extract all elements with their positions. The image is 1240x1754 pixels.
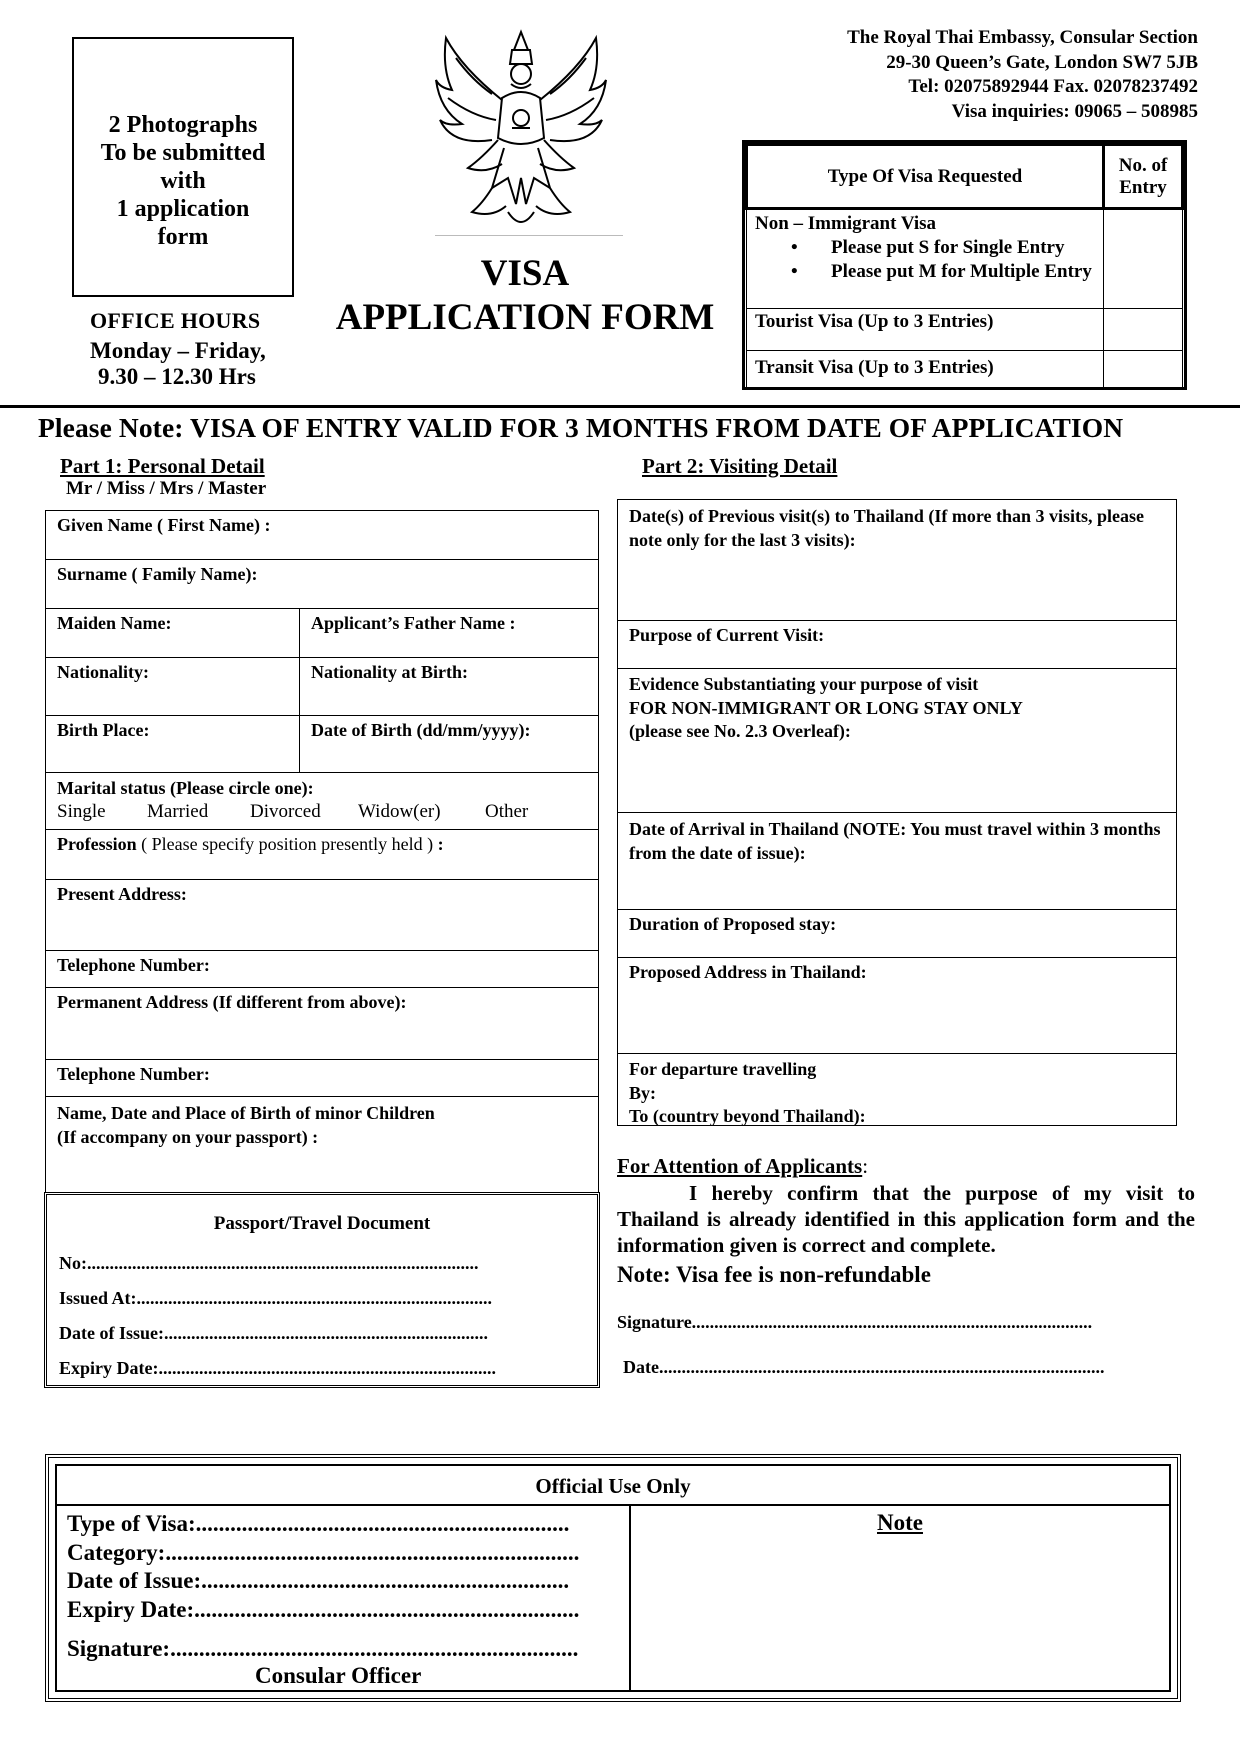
departure-field[interactable] — [618, 1054, 1176, 1125]
purpose-field[interactable]: Purpose of Current Visit: — [618, 621, 1176, 669]
non-immigrant-entry-input[interactable] — [1104, 209, 1183, 309]
father-name-field[interactable]: Applicant’s Father Name : — [311, 613, 516, 633]
marital-status-row — [46, 773, 598, 830]
official-category: Category:........................................................................ — [67, 1539, 580, 1565]
marital-options — [57, 800, 587, 823]
salutation-options[interactable]: Mr / Miss / Mrs / Master — [66, 478, 267, 499]
applicant-attention — [617, 1154, 1195, 1378]
telephone-label-1: Telephone Number: — [57, 955, 210, 975]
bullet-multiple: Please put M for Multiple Entry — [831, 261, 1092, 282]
non-immigrant-label: Non – Immigrant Visa — [755, 213, 937, 234]
date-of-birth-field[interactable]: Date of Birth (dd/mm/yyyy): — [311, 720, 531, 740]
birth-row — [46, 716, 598, 773]
photo-line-2: To be submitted — [100, 140, 266, 166]
visa-type-table — [742, 140, 1187, 390]
transit-entry-input[interactable] — [1104, 351, 1183, 389]
profession-row[interactable] — [46, 830, 598, 880]
profession-hint: ( Please specify position presently held ) — [141, 834, 434, 854]
official-fields — [55, 1506, 631, 1692]
evidence-line-1: Evidence Substantiating your purpose of visit — [629, 674, 979, 694]
fee-note: Note: Visa fee is non-refundable — [617, 1262, 931, 1287]
signature-field[interactable]: Signature......................................................................................... — [617, 1312, 1093, 1332]
departure-line-2: By: — [629, 1082, 656, 1103]
telephone-row-1[interactable] — [46, 951, 598, 988]
official-signature: Signature:....................................................................... — [67, 1636, 579, 1661]
marital-option-married[interactable]: Married — [147, 801, 209, 822]
form-title-line-1: VISA — [480, 253, 570, 294]
previous-visits-field[interactable]: Date(s) of Previous visit(s) to Thailand (If more than 3 visits, please note only for the last 3 visits): — [618, 500, 1176, 621]
official-use-box — [45, 1454, 1181, 1702]
passport-expiry-date-field[interactable]: Expiry Date:........................................................................... — [59, 1358, 496, 1378]
nationality-birth-field[interactable]: Nationality at Birth: — [311, 662, 468, 682]
photo-line-3: with — [160, 168, 206, 194]
proposed-address-field[interactable]: Proposed Address in Thailand: — [618, 958, 1176, 1054]
tourist-entry-input[interactable] — [1104, 309, 1183, 351]
office-hours-time: 9.30 – 12.30 Hrs — [98, 364, 256, 389]
photo-line-4: 1 application — [116, 196, 250, 222]
nationality-field[interactable]: Nationality: — [46, 658, 300, 715]
embassy-inquiries: Visa inquiries: 09065 – 508985 — [951, 100, 1198, 122]
children-label-line-1: Name, Date and Place of Birth of minor Children — [57, 1103, 435, 1123]
photo-instructions-box — [72, 37, 294, 297]
validity-note: Please Note: VISA OF ENTRY VALID FOR 3 MONTHS FROM DATE OF APPLICATION — [38, 412, 1124, 443]
telephone-label-2: Telephone Number: — [57, 1064, 210, 1084]
bullet-single: Please put S for Single Entry — [831, 237, 1065, 258]
marital-option-divorced[interactable]: Divorced — [250, 801, 321, 822]
garuda-emblem-icon — [432, 28, 610, 236]
official-note-area — [631, 1506, 1171, 1692]
bullet-multiple-row — [755, 260, 1095, 284]
bullet-single-row — [755, 236, 1095, 260]
passport-title: Passport/Travel Document — [213, 1213, 431, 1234]
embassy-address — [847, 26, 1198, 124]
official-date-of-issue: Date of Issue:................................................................ — [67, 1568, 570, 1593]
embassy-name: The Royal Thai Embassy, Consular Section — [847, 27, 1198, 48]
attention-body: I hereby confirm that the purpose of my visit to Thailand is already identified in this application form and the information given is correct and complete. — [617, 1181, 1195, 1257]
arrival-date-field[interactable]: Date of Arrival in Thailand (NOTE: You must travel within 3 months from the date of issue): — [618, 813, 1176, 910]
marital-option-widower[interactable]: Widow(er) — [358, 801, 441, 822]
duration-field[interactable]: Duration of Proposed stay: — [618, 910, 1176, 958]
telephone-row-2[interactable] — [46, 1060, 598, 1097]
marital-status-label: Marital status (Please circle one): — [57, 778, 314, 798]
surname-row[interactable] — [46, 560, 598, 609]
passport-details-box — [44, 1192, 600, 1388]
form-title — [310, 252, 740, 340]
children-label — [46, 1097, 598, 1192]
maiden-name-field[interactable]: Maiden Name: — [46, 609, 300, 657]
present-address-label: Present Address: — [57, 884, 187, 904]
tourist-visa-label: Tourist Visa (Up to 3 Entries) — [747, 309, 1104, 351]
official-expiry-date: Expiry Date:................................................................... — [67, 1596, 580, 1622]
non-immigrant-cell — [747, 209, 1104, 309]
part1-heading: Part 1: Personal Detail — [60, 454, 265, 478]
transit-visa-label: Transit Visa (Up to 3 Entries) — [747, 351, 1104, 389]
children-row[interactable] — [46, 1097, 598, 1192]
date-field[interactable]: Date................................................................................................... — [623, 1357, 1105, 1377]
part2-heading: Part 2: Visiting Detail — [642, 454, 838, 478]
emblem-underline — [435, 235, 623, 236]
office-hours-title: OFFICE HOURS — [90, 308, 261, 333]
header-divider — [0, 405, 1240, 408]
given-name-label: Given Name ( First Name) : — [57, 515, 271, 535]
evidence-field[interactable] — [618, 669, 1176, 813]
departure-line-1: For departure travelling — [629, 1059, 817, 1079]
official-type-of-visa: Type of Visa:................................................................. — [67, 1511, 570, 1536]
marital-status-cell — [46, 773, 598, 829]
maiden-father-row — [46, 609, 598, 658]
passport-issued-at-field[interactable]: Issued At:............................................................................... — [59, 1288, 493, 1308]
evidence-line-2: FOR NON-IMMIGRANT OR LONG STAY ONLY — [629, 697, 1023, 718]
entry-header-line-1: No. of — [1118, 154, 1168, 176]
entry-header-line-2: Entry — [1119, 176, 1167, 198]
consular-officer-label: Consular Officer — [255, 1662, 422, 1688]
entry-header — [1104, 145, 1183, 209]
official-use-title: Official Use Only — [55, 1464, 1171, 1506]
embassy-street: 29-30 Queen’s Gate, London SW7 5JB — [886, 51, 1198, 73]
passport-date-of-issue-field[interactable]: Date of Issue:........................................................................ — [59, 1323, 488, 1343]
present-address-row[interactable] — [46, 880, 598, 951]
attention-colon: : — [862, 1154, 869, 1178]
embassy-tel-fax: Tel: 02075892944 Fax. 02078237492 — [908, 76, 1198, 97]
official-note-heading: Note — [877, 1510, 923, 1535]
profession-colon: : — [437, 834, 444, 854]
form-title-line-2: APPLICATION FORM — [335, 297, 715, 338]
given-name-row[interactable] — [46, 511, 598, 560]
children-label-line-2: (If accompany on your passport) : — [57, 1127, 319, 1147]
attention-heading-row — [617, 1154, 1195, 1179]
marital-option-single[interactable]: Single — [57, 801, 106, 822]
evidence-line-3: (please see No. 2.3 Overleaf): — [629, 721, 851, 741]
office-hours-days: Monday – Friday, — [90, 338, 266, 363]
visa-type-header: Type Of Visa Requested — [747, 145, 1104, 209]
bullet-icon: • — [791, 237, 798, 258]
attention-heading: For Attention of Applicants — [617, 1154, 863, 1178]
office-hours — [90, 308, 290, 390]
nationality-row — [46, 658, 598, 716]
surname-label: Surname ( Family Name): — [57, 564, 258, 584]
birth-place-field[interactable]: Birth Place: — [46, 716, 300, 772]
profession-label-group — [46, 830, 598, 879]
visiting-detail-form — [617, 499, 1177, 1126]
passport-no-field[interactable]: No:....................................................................................... — [59, 1253, 479, 1273]
departure-line-3: To (country beyond Thailand): — [629, 1106, 866, 1126]
photo-line-5: form — [157, 224, 209, 250]
marital-option-other[interactable]: Other — [485, 801, 529, 822]
permanent-address-row[interactable] — [46, 988, 598, 1060]
profession-label: Profession — [57, 834, 137, 854]
permanent-address-label: Permanent Address (If different from above): — [57, 992, 407, 1012]
personal-detail-form — [45, 510, 599, 1193]
bullet-icon: • — [791, 261, 798, 282]
photo-line-1: 2 Photographs — [108, 112, 258, 138]
